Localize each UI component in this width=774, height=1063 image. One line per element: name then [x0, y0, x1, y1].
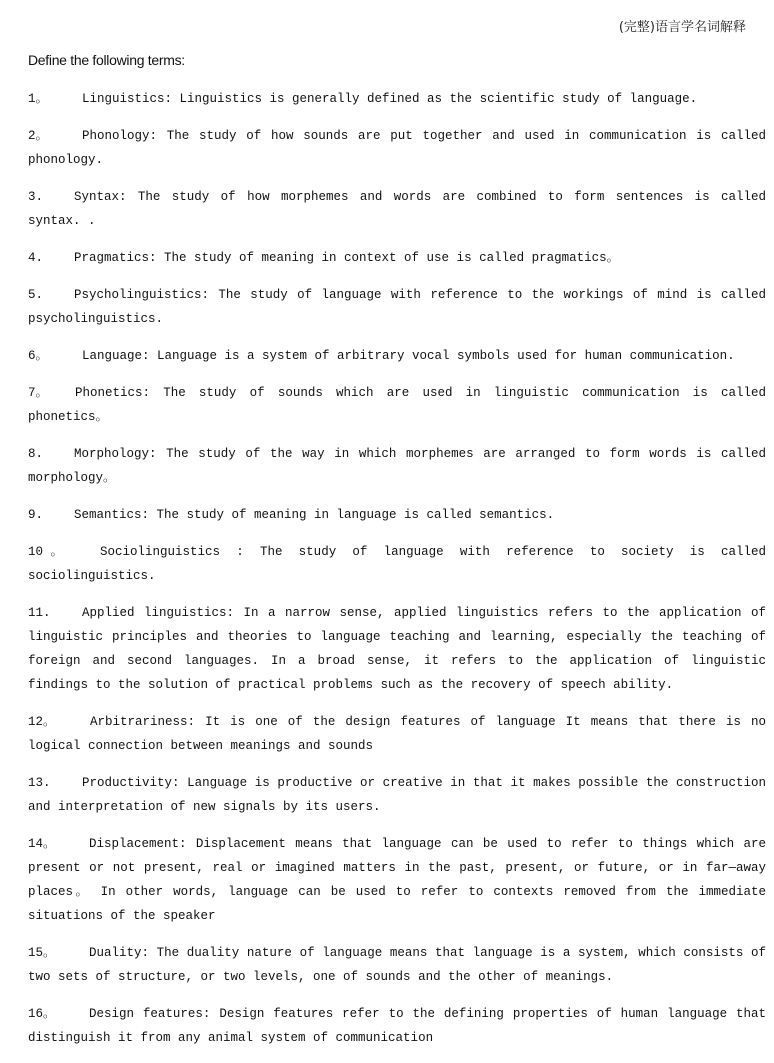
- item-definition: Linguistics: Linguistics is generally defined as the scientific study of language.: [82, 92, 698, 106]
- definition-item: [28, 246, 766, 270]
- item-number: 3.: [28, 190, 44, 204]
- item-definition: Language: Language is a system of arbitrary vocal symbols used for human communication.: [82, 349, 735, 363]
- definition-item: [28, 771, 766, 819]
- item-number: 1。: [28, 92, 49, 106]
- definition-item: [28, 381, 766, 429]
- item-definition: Morphology: The study of the way in which morphemes are arranged to form words is called morphology。: [28, 447, 766, 485]
- item-number: 16。: [28, 1007, 56, 1021]
- item-number: 13.: [28, 776, 51, 790]
- item-number: 12。: [28, 715, 56, 729]
- item-definition: Semantics: The study of meaning in language is called semantics.: [74, 508, 555, 522]
- item-definition: Arbitrariness: It is one of the design features of language It means that there is no logical connection between meanings and sounds: [28, 715, 766, 753]
- definition-item: [28, 124, 766, 172]
- item-definition: Phonetics: The study of sounds which are used in linguistic communication is called phonetics。: [28, 386, 766, 424]
- item-number: 6。: [28, 349, 49, 363]
- definition-item: [28, 344, 766, 368]
- item-definition: Psycholinguistics: The study of language with reference to the workings of mind is called psycholinguistics.: [28, 288, 766, 326]
- definition-item: [28, 540, 766, 588]
- definition-item: [28, 87, 766, 111]
- definition-item: [28, 442, 766, 490]
- intro-text: Define the following terms:: [28, 52, 185, 68]
- item-number: 10 。: [28, 545, 64, 559]
- item-number: 9.: [28, 508, 44, 522]
- item-definition: Phonology: The study of how sounds are put together and used in communication is called phonology.: [28, 129, 766, 167]
- item-number: 7。: [28, 386, 49, 400]
- definition-item: [28, 283, 766, 331]
- item-definition: Productivity: Language is productive or creative in that it makes possible the construction and interpretation of new signals by its users.: [28, 776, 766, 814]
- item-number: 14。: [28, 837, 56, 851]
- item-definition: Displacement: Displacement means that language can be used to refer to things which are present or not present, real or imagined matters in the past, present, or future, or in far—away places。 In other words, language can be used to refer to contexts removed from the immediate situations of the speaker: [28, 837, 766, 923]
- definition-item: [28, 941, 766, 989]
- item-definition: Syntax: The study of how morphemes and words are combined to form sentences is called syntax. .: [28, 190, 766, 228]
- definitions-list: [28, 87, 766, 1063]
- definition-item: [28, 185, 766, 233]
- item-definition: Sociolinguistics : The study of language with reference to society is called sociolinguistics.: [28, 545, 766, 583]
- item-definition: Pragmatics: The study of meaning in context of use is called pragmatics。: [74, 251, 620, 265]
- item-number: 8.: [28, 447, 44, 461]
- definition-item: [28, 832, 766, 928]
- item-number: 2。: [28, 129, 49, 143]
- item-number: 15。: [28, 946, 56, 960]
- document-header-title: (完整)语言学名词解释: [618, 20, 746, 35]
- item-definition: Duality: The duality nature of language means that language is a system, which consists of two sets of structure, or two levels, one of sounds and the other of meanings.: [28, 946, 766, 984]
- item-number: 5.: [28, 288, 44, 302]
- definition-item: [28, 601, 766, 697]
- item-definition: Applied linguistics: In a narrow sense, applied linguistics refers to the application of linguistic principles and theories to language teaching and learning, especially the teaching of foreign and second languages. In a broad sense, it refers to the application of linguistic findings to the solution of practical problems such as the recovery of speech ability.: [28, 606, 766, 692]
- item-number: 11.: [28, 606, 51, 620]
- item-number: 4.: [28, 251, 44, 265]
- definition-item: [28, 503, 766, 527]
- definition-item: [28, 710, 766, 758]
- definition-item: [28, 1002, 766, 1050]
- item-definition: Design features: Design features refer to the defining properties of human language that distinguish it from any animal system of communication: [28, 1007, 766, 1045]
